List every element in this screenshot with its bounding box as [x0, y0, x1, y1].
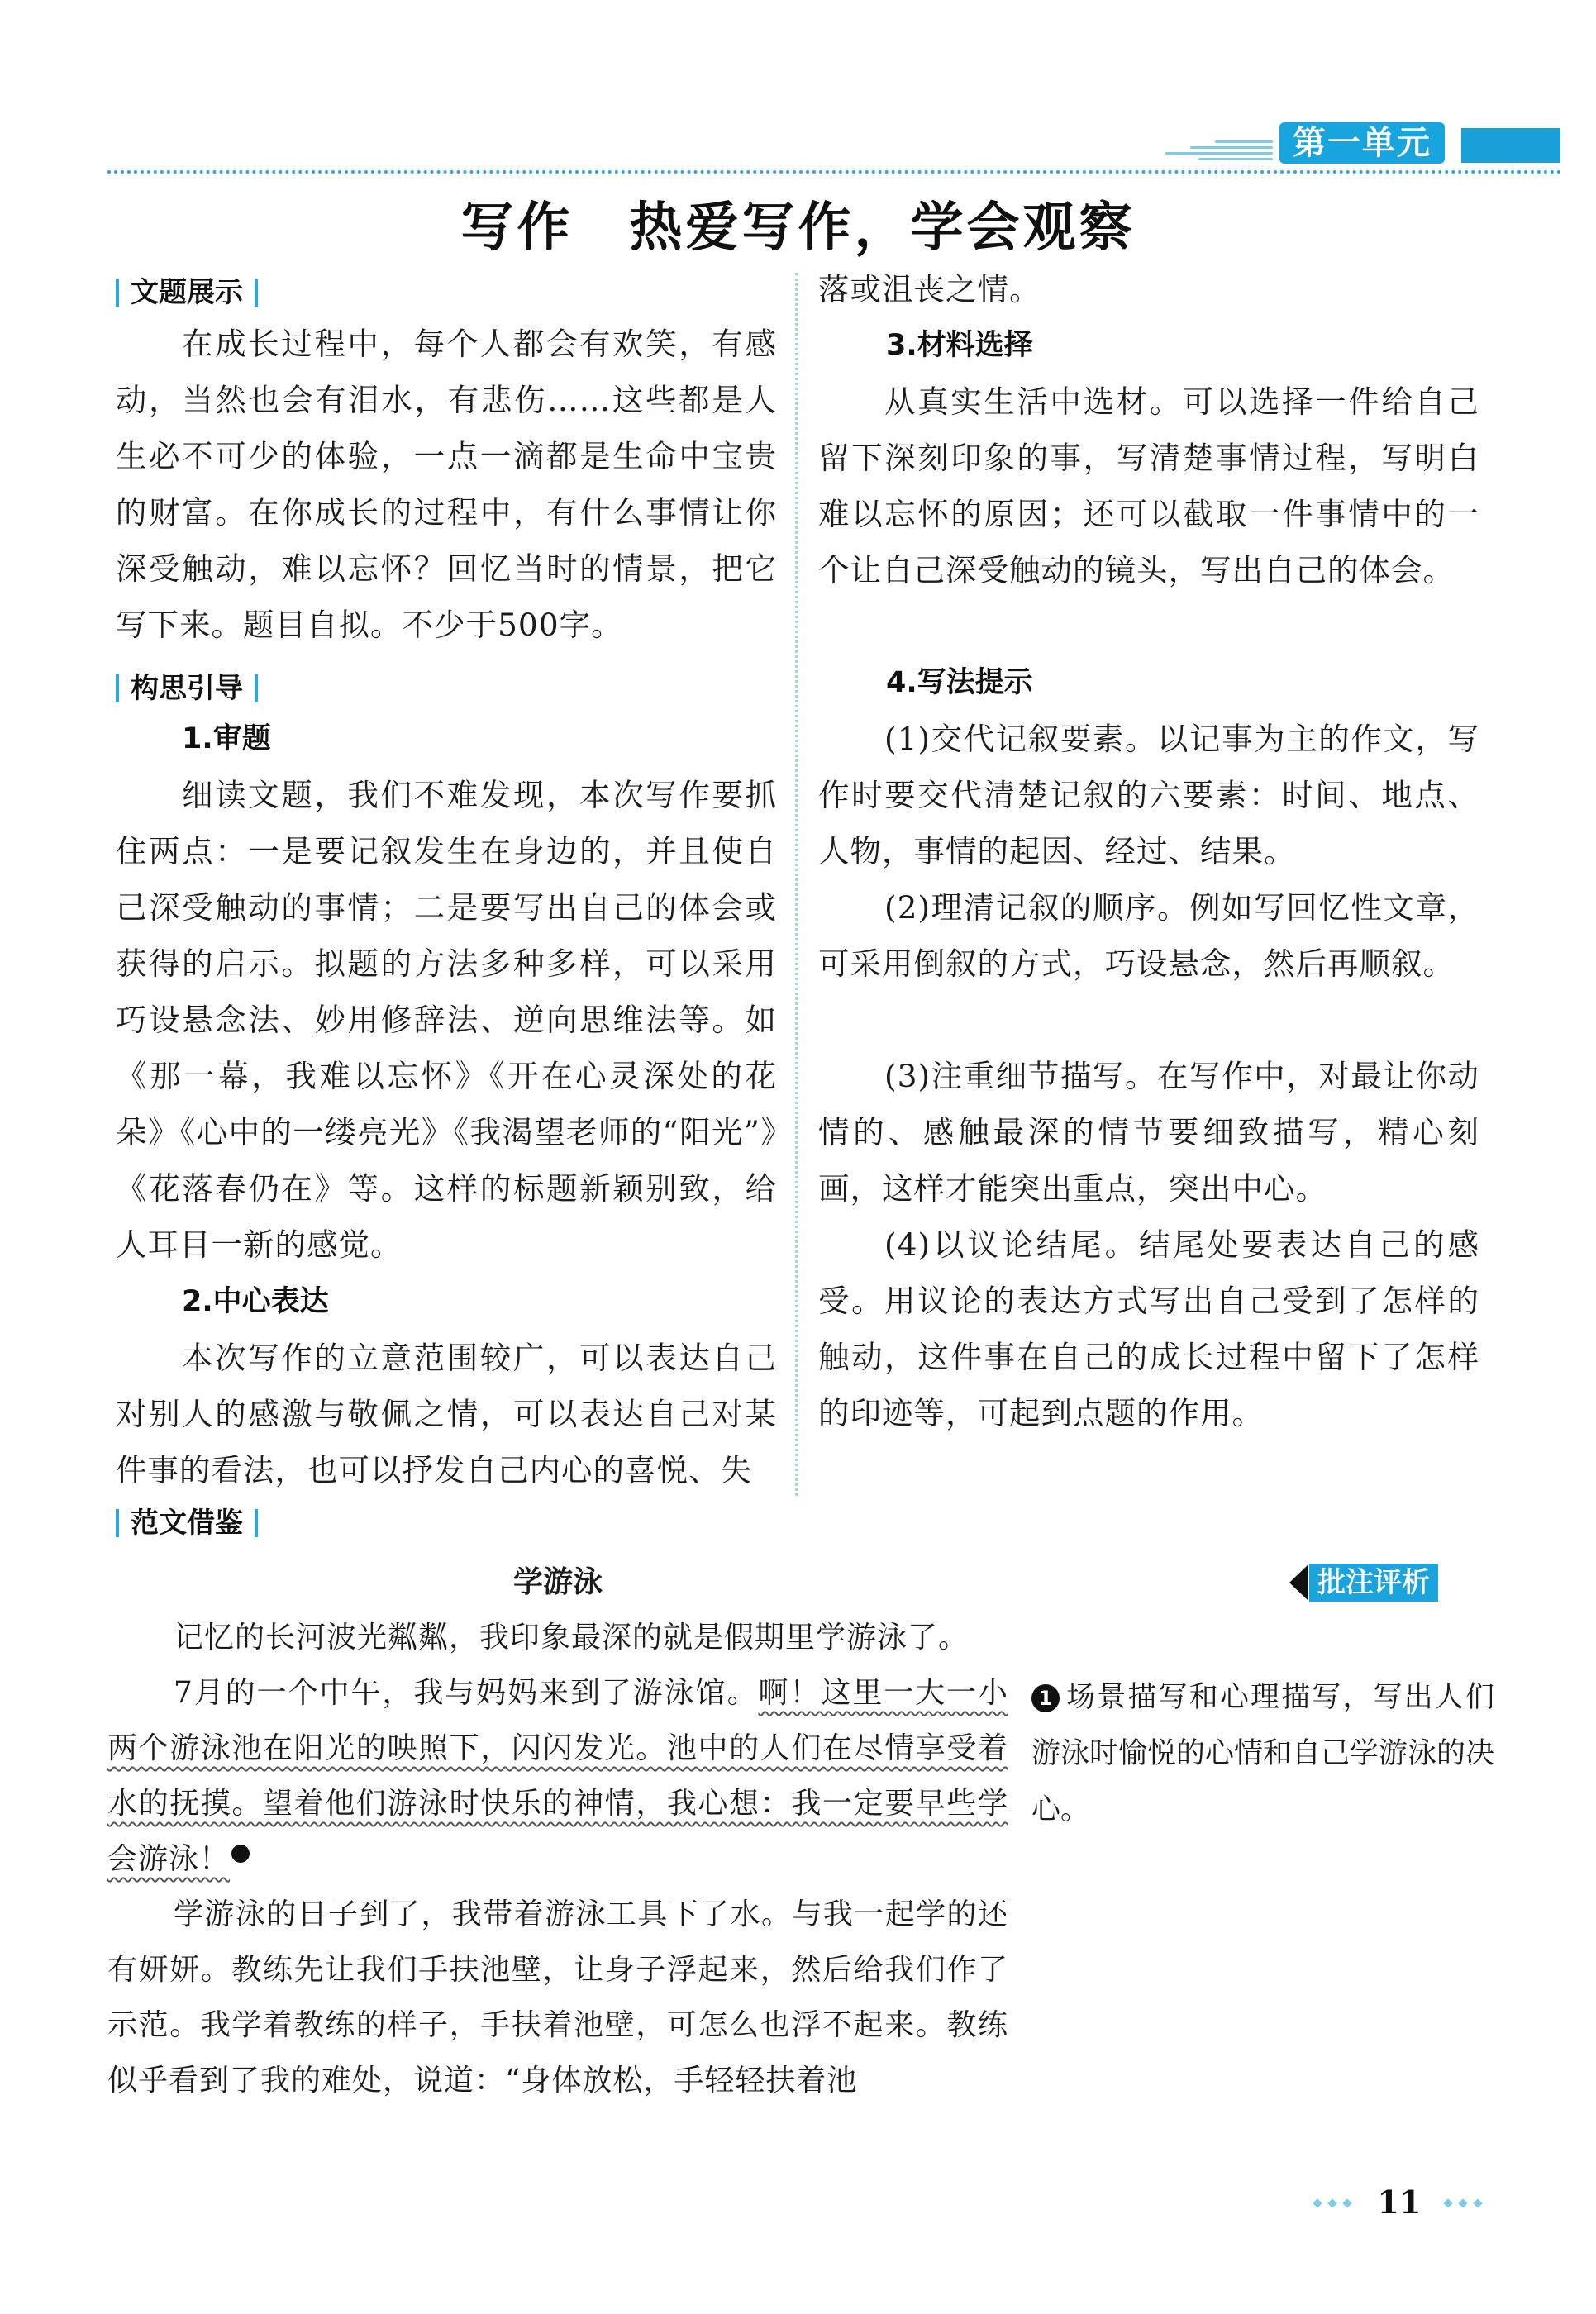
essay-paragraph-2-plain: 7月的一个中午，我与妈妈来到了游泳馆。 — [174, 1676, 759, 1710]
header-rule — [107, 170, 1562, 174]
essay-underlined-passage: 啊！这里一大一小两个游泳池在阳光的映照下，闪闪发光。池中的人们在尽情享受着水的抚摸。望着他们游泳时快乐的神情，我心想：我一定要早些学会游泳！ — [107, 1676, 1008, 1876]
footer-right-decoration — [1441, 2195, 1491, 2212]
arrow-left-icon — [1289, 1565, 1308, 1600]
unit-label: 第一单元 — [1279, 122, 1445, 164]
subheading-4: 4.写法提示 — [886, 666, 1033, 699]
prompt-text: 在成长过程中，每个人都会有欢笑，有感动，当然也会有泪水，有悲伤……这些都是人生必不可少的体验，一点一滴都是生命中宝贵的财富。在你成长的过程中，有什么事情让你深受触动，难以忘怀？回忆当时的情景，把它写下来。题目自拟。不少于500字。 — [116, 326, 777, 643]
writing-tip-3: (3)注重细节描写。在写作中，对最让你动情的、感触最深的情节要细致描写，精心刻画，这样才能突出重点，突出中心。 — [818, 1058, 1479, 1207]
annotation-note — [1031, 1669, 1494, 1838]
section-tag-guide: 构思引导 — [116, 668, 258, 709]
writing-tip-1: (1)交代记叙要素。以记事为主的作文，写作时要交代清楚记叙的六要素：时间、地点、人物，事情的起因、经过、结果。 — [818, 721, 1479, 869]
page-title: 写作 热爱写作，学会观察 — [460, 198, 1136, 259]
subheading-3: 3.材料选择 — [886, 329, 1033, 362]
essay-title: 学游泳 — [512, 1565, 603, 1599]
guide-text-2-continued: 落或沮丧之情。 — [818, 271, 1041, 307]
section-tag-model: 范文借鉴 — [116, 1502, 258, 1544]
essay-paragraph-3: 学游泳的日子到了，我带着游泳工具下了水。与我一起学的还有妍妍。教练先让我们手扶池壁，让身子浮起来，然后给我们作了示范。我学着教练的样子，手扶着池壁，可怎么也浮不起来。教练似乎看到了我的难处，说道：“身体放松，手轻轻扶着池 — [107, 1897, 1008, 2097]
guide-text-2: 本次写作的立意范围较广，可以表达自己对别人的感激与敬佩之情，可以表达自己对某件事的看法，也可以抒发自己内心的喜悦、失 — [116, 1340, 777, 1488]
guide-text-1: 细读文题，我们不难发现，本次写作要抓住两点：一是要记叙发生在身边的，并且使自己深受触动的事情；二是要写出自己的体会或获得的启示。拟题的方法多种多样，可以采用巧设悬念法、妙用修辞法、逆向思维法等。如《那一幕，我难以忘怀》《开在心灵深处的花朵》《心中的一缕亮光》《我渴望老师的“阳光”》《花落春仍在》等。这样的标题新颖别致，给人耳目一新的感觉。 — [116, 777, 777, 1263]
header-color-block — [1461, 128, 1560, 163]
writing-tip-4: (4)以议论结尾。结尾处要表达自己的感受。用议论的表达方式写出自己受到了怎样的触动，这件事在自己的成长过程中留下了怎样的印迹等，可起到点题的作用。 — [818, 1226, 1479, 1431]
guide-text-3: 从真实生活中选材。可以选择一件给自己留下深刻印象的事，写清楚事情过程，写明白难以忘怀的原因；还可以截取一件事情中的一个让自己深受触动的镜头，写出自己的体会。 — [818, 383, 1479, 588]
annotation-tag-label: 批注评析 — [1309, 1564, 1438, 1602]
writing-tip-2: (2)理清记叙的顺序。例如写回忆性文章，可采用倒叙的方式，巧设悬念，然后再顺叙。 — [818, 889, 1479, 982]
annotation-number: 1 — [1031, 1684, 1060, 1712]
subheading-2: 2.中心表达 — [182, 1285, 329, 1318]
subheading-1: 1.审题 — [182, 722, 271, 755]
column-divider — [795, 273, 798, 1496]
page-number: 11 — [1377, 2183, 1422, 2221]
annotation-marker: 1 — [231, 1845, 250, 1863]
essay-paragraph-2 — [107, 1665, 1008, 1887]
section-tag-prompt: 文题展示 — [116, 272, 258, 313]
header-speed-lines — [1157, 140, 1273, 164]
annotation-tag — [1289, 1562, 1479, 1603]
footer-left-decoration — [1311, 2195, 1360, 2212]
essay-paragraph-1: 记忆的长河波光粼粼，我印象最深的就是假期里学游泳了。 — [174, 1621, 970, 1655]
annotation-text: 场景描写和心理描写，写出人们游泳时愉悦的心情和自己学游泳的决心。 — [1031, 1681, 1495, 1826]
